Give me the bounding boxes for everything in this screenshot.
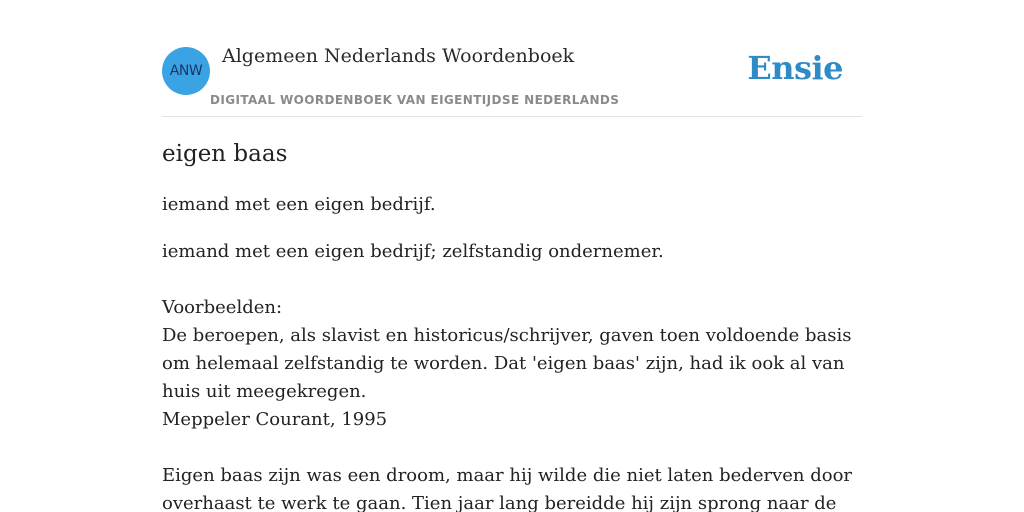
page-title: eigen baas — [162, 141, 288, 167]
example-source: Meppeler Courant, 1995 — [162, 409, 388, 430]
examples-section — [162, 294, 862, 512]
example-text: Eigen baas zijn was een droom, maar hij wilde die niet laten bederven door overhaast te werk te gaan. Tien jaar lang bereidde hij zijn sprong naar de — [162, 465, 853, 512]
examples-heading: Voorbeelden: — [162, 297, 283, 318]
example-spacer — [162, 434, 862, 462]
short-definition: iemand met een eigen bedrijf. — [162, 194, 436, 215]
site-header — [162, 0, 862, 117]
example-text: De beroepen, als slavist en historicus/schrijver, gaven toen voldoende basis om helemaal zelfstandig te worden. Dat 'eigen baas' zijn, had ik ook al van huis uit meegekregen. — [162, 325, 852, 402]
site-subtitle: DIGITAAL WOORDENBOEK VAN EIGENTIJDSE NEDERLANDS — [210, 93, 620, 107]
site-title[interactable]: Algemeen Nederlands Woordenboek — [222, 45, 575, 67]
ensie-brand-logo[interactable]: Ensie — [747, 49, 843, 87]
anw-logo[interactable]: ANW — [162, 47, 210, 95]
entry-content — [162, 138, 862, 512]
long-definition: iemand met een eigen bedrijf; zelfstandig ondernemer. — [162, 241, 664, 262]
